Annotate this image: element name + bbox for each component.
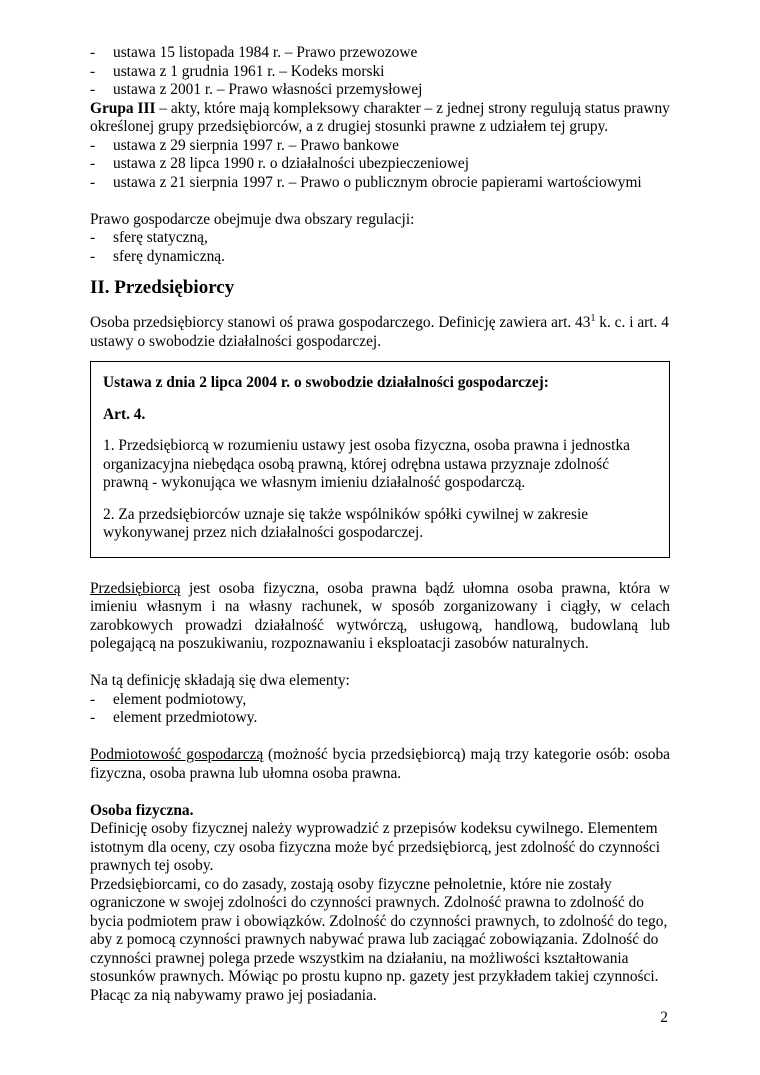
law-box-paragraph-1: 1. Przedsiębiorcą w rozumieniu ustawy jest osoba fizyczna, osoba prawna i jednostka organizacyjna niebędąca osobą prawną, której odrębna ustawa przyznaje zdolność prawną - wykonująca we własnym imieniu działalność gospodarczą.: [103, 437, 630, 491]
intro-text-line2: ustawy o swobodzie działalności gospodarczej.: [90, 332, 382, 350]
list-item-text: sferę statyczną,: [113, 229, 208, 246]
elements-intro: Na tą definicję składają się dwa elementy:: [90, 672, 350, 689]
list-dash: -: [90, 44, 96, 61]
page-content: [90, 44, 670, 1005]
regulation-areas-list: [90, 229, 670, 266]
text-line: Przedsiębiorcami, co do zasady, zostają osoby fizyczne pełnoletnie, które nie zostały: [90, 875, 612, 893]
law-box-paragraph-2: 2. Za przedsiębiorców uznaje się także wspólników spółki cywilnej w zakresie wykonywanej przez nich działalności gospodarczej.: [103, 505, 589, 541]
spacer: [90, 783, 670, 802]
list-dash: -: [90, 136, 96, 154]
text-line: prawnych tej osoby.: [90, 857, 214, 874]
text-line: bycia podmiotem praw i obowiązków. Zdolność do czynności prawnych, to zdolność do tego,: [90, 912, 668, 930]
list-item-text: ustawa z 28 lipca 1990 r. o działalności ubezpieczeniowej: [113, 155, 469, 172]
regulation-areas-intro: Prawo gospodarcze obejmuje dwa obszary regulacji:: [90, 210, 415, 228]
spacer: [103, 393, 657, 406]
text-line: istotnym dla oceny, czy osoba fizyczna może być przedsiębiorcą, jest zdolność do czynności: [90, 838, 660, 856]
list-item: [90, 248, 670, 267]
spacer: [103, 493, 657, 506]
section-heading: II. Przedsiębiorcy: [90, 277, 235, 298]
list-dash: -: [90, 155, 96, 172]
capacity-term: Podmiotowość gospodarczą: [90, 746, 264, 763]
definition-term: Przedsiębiorcą: [90, 579, 181, 597]
spacer: [103, 424, 657, 437]
natural-person-heading: Osoba fizyczna.: [90, 801, 194, 819]
list-dash: -: [90, 247, 96, 265]
spacer: [90, 558, 670, 580]
list-item-text: element podmiotowy,: [113, 690, 247, 708]
text-line: stosunków prawnych. Mówiąc po prostu kupno np. gazety jest przykładem takiej czynności.: [90, 968, 659, 985]
law-box-title: Ustawa z dnia 2 lipca 2004 r. o swobodzie działalności gospodarczej:: [103, 374, 549, 391]
natural-person-text: [90, 820, 670, 1005]
list-dash: -: [90, 229, 96, 246]
list-dash: -: [90, 690, 96, 708]
group-three-label: Grupa III: [90, 99, 156, 117]
group-three-paragraph: [90, 100, 670, 137]
list-item-text: ustawa 15 listopada 1984 r. – Prawo przewozowe: [113, 44, 418, 61]
list-dash: -: [90, 709, 96, 726]
group-three-law-list: [90, 137, 670, 193]
definition-text: jest osoba fizyczna, osoba prawna bądź ułomna osoba prawna, która w imieniu własnym i na własny rachunek, w sposób zorganizowany i ciągły, w celach zarobkowych prowadzi działalność wytwórczą, usługową, handlową, budowlaną lub polegającą na poszukiwaniu, rozpoznawaniu i eksploatacji zasobów naturalnych.: [90, 579, 670, 652]
capacity-text: (możność bycia przedsiębiorcą) mają trzy kategorie osób: osoba fizyczna, osoba prawna lub ułomna osoba prawna.: [90, 746, 670, 782]
intro-text-part2: k. c. i art. 4: [595, 314, 669, 331]
spacer: [90, 654, 670, 673]
law-quote-box: [90, 361, 670, 558]
list-item: [90, 155, 670, 174]
list-item: [90, 691, 670, 710]
list-item-text: ustawa z 2001 r. – Prawo własności przemysłowej: [113, 81, 423, 98]
intro-text-part1: Osoba przedsiębiorcy stanowi oś prawa gospodarczego. Definicję zawiera art. 43: [90, 314, 591, 331]
spacer: [90, 728, 670, 747]
spacer: [90, 192, 670, 211]
text-line: aby z pomocą czynności prawnych nabywać prawa lub zaciągać zobowiązania. Zdolność do: [90, 931, 659, 948]
list-item-text: ustawa z 1 grudnia 1961 r. – Kodeks morski: [113, 62, 385, 80]
top-law-list: [90, 44, 670, 100]
list-item: [90, 709, 670, 728]
list-item: [90, 81, 670, 100]
text-line: Płacąc za nią nabywamy prawo jej posiadania.: [90, 986, 377, 1004]
list-dash: -: [90, 81, 96, 98]
list-item-text: ustawa z 21 sierpnia 1997 r. – Prawo o publicznym obrocie papierami wartościowymi: [113, 173, 642, 191]
list-item: [90, 229, 670, 248]
text-line: czynności prawnej polega przede wszystkim na działaniu, na możliwości kształtowania: [90, 949, 629, 967]
list-item: [90, 174, 670, 193]
law-box-article: Art. 4.: [103, 405, 146, 423]
list-item: [90, 63, 670, 82]
capacity-paragraph: [90, 746, 670, 783]
page-number: 2: [660, 1009, 668, 1026]
list-item: [90, 44, 670, 63]
list-dash: -: [90, 173, 96, 191]
list-item-text: ustawa z 29 sierpnia 1997 r. – Prawo bankowe: [113, 136, 399, 154]
list-dash: -: [90, 62, 96, 80]
list-item-text: element przedmiotowy.: [113, 709, 258, 726]
text-line: ograniczone w swojej zdolności do czynności prawnych. Zdolność prawna to zdolność do: [90, 894, 644, 911]
definition-paragraph: [90, 580, 670, 654]
text-line: Definicję osoby fizycznej należy wyprowadzić z przepisów kodeksu cywilnego. Elementem: [90, 820, 658, 837]
elements-list: [90, 691, 670, 728]
list-item: [90, 137, 670, 156]
list-item-text: sferę dynamiczną.: [113, 247, 225, 265]
superscript-number: 1: [590, 312, 596, 324]
group-three-text: – akty, które mają kompleksowy charakter – z jednej strony regulują status prawny określonej grupy przedsiębiorców, a z drugiej stosunki prawne z udziałem tej grupy.: [90, 99, 670, 135]
intro-paragraph: [90, 314, 670, 351]
